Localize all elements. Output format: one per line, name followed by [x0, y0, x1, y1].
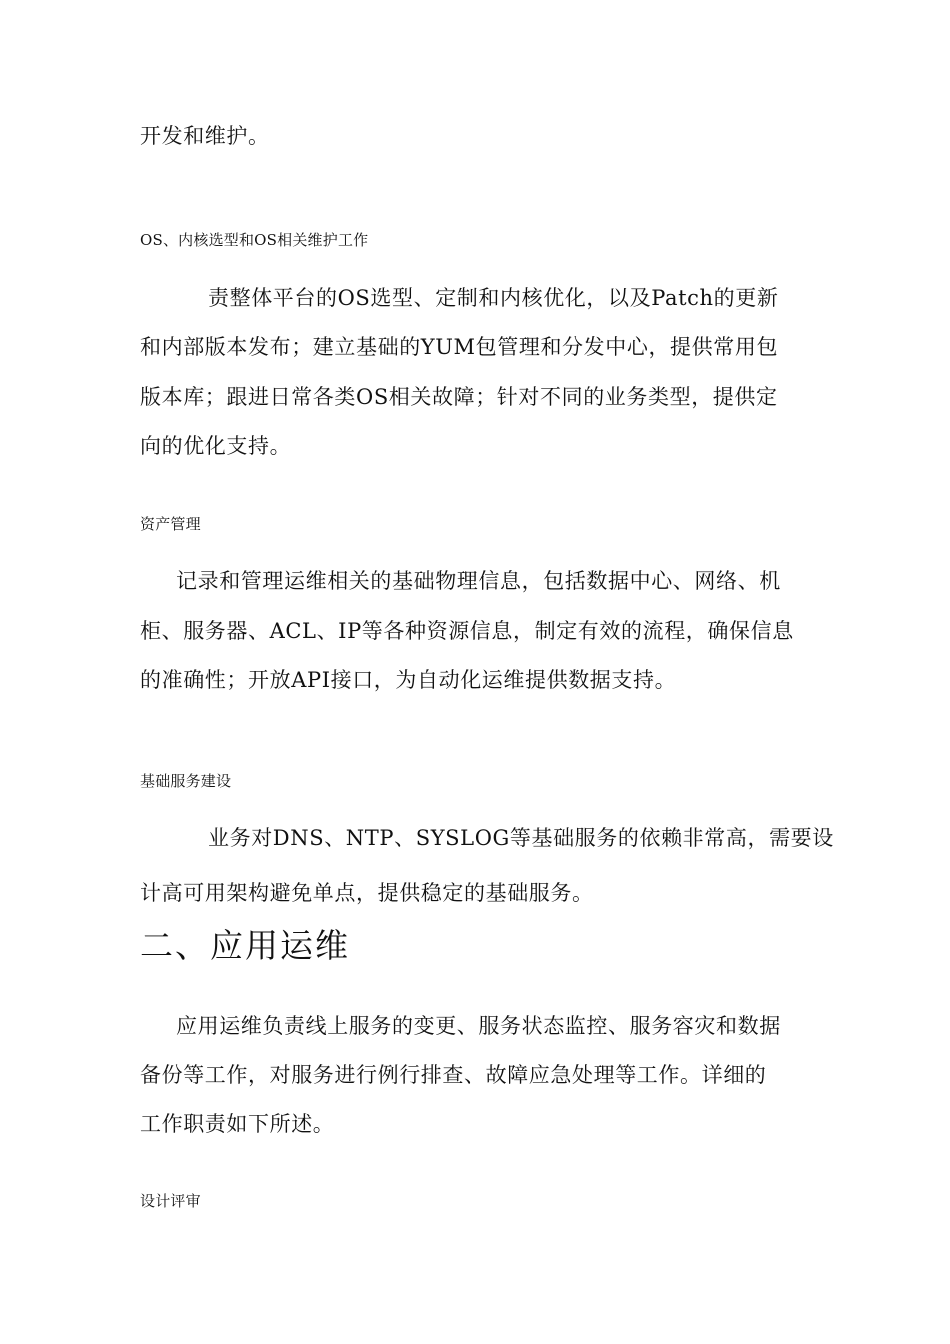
- chapter-title: 二、应用运维: [140, 926, 350, 965]
- paragraph-line: 记录和管理运维相关的基础物理信息，包括数据中心、网络、机: [176, 569, 781, 593]
- paragraph-line: 业务对DNS、NTP、SYSLOG等基础服务的依赖非常高，需要设: [208, 826, 834, 850]
- paragraph-line: 备份等工作，对服务进行例行排查、故障应急处理等工作。详细的: [140, 1063, 767, 1087]
- paragraph-line: 工作职责如下所述。: [140, 1112, 335, 1136]
- paragraph-line: 版本库；跟进日常各类OS相关故障；针对不同的业务类型，提供定: [140, 385, 778, 409]
- paragraph-line: 应用运维负责线上服务的变更、服务状态监控、服务容灾和数据: [176, 1014, 781, 1038]
- paragraph-line: 开发和维护。: [140, 124, 270, 148]
- paragraph-line: 责整体平台的OS选型、定制和内核优化，以及Patch的更新: [208, 286, 779, 310]
- section-heading-infra: 基础服务建设: [140, 772, 232, 790]
- paragraph-line: 的准确性；开放API接口，为自动化运维提供数据支持。: [140, 668, 677, 692]
- section-heading-asset: 资产管理: [140, 515, 201, 533]
- section-heading-design: 设计评审: [140, 1192, 201, 1210]
- paragraph-line: 和内部版本发布；建立基础的YUM包管理和分发中心，提供常用包: [140, 335, 779, 359]
- section-heading-os: OS、内核选型和OS相关维护工作: [140, 231, 369, 249]
- paragraph-line: 计高可用架构避免单点，提供稳定的基础服务。: [140, 881, 594, 905]
- paragraph-line: 向的优化支持。: [140, 434, 292, 458]
- paragraph-line: 柜、服务器、ACL、IP等各种资源信息，制定有效的流程，确保信息: [140, 619, 794, 643]
